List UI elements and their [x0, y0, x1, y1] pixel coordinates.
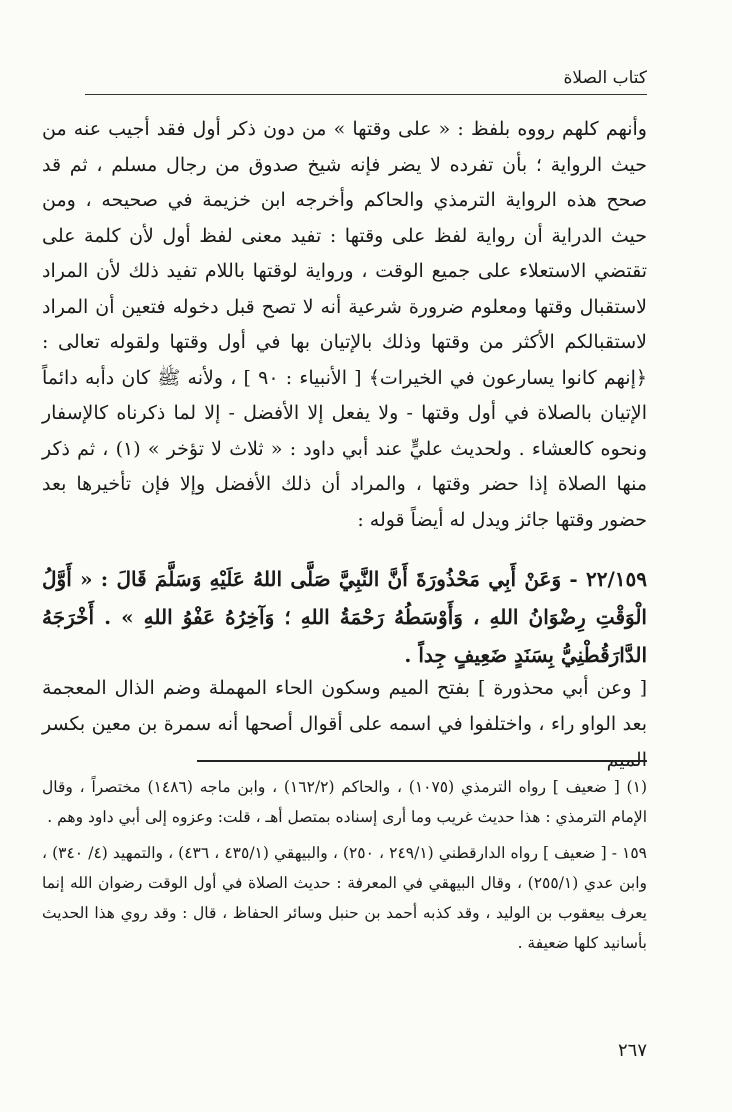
main-paragraph: وأنهم كلهم رووه بلفظ : « على وقتها » من دون ذكر أول فقد أجيب عنه من حيث الرواية ؛ بأن تفرده لا يضر فإنه شيخ صدوق من رجال مسلم ، ثم قد صحح هذه الرواية الترمذي والحاكم وأخرجه ابن خزيمة في صحيحه ، ومن حيث الدراية أن رواية لفظ على وقتها : تفيد معنى لفظ أول لأن كلمة على تقتضي الاستعلاء على جميع الوقت ، ورواية لوقتها باللام تفيد ذلك لأن المراد لاستقبال وقتها ومعلوم ضرورة شرعية أنه لا تصح قبل دخوله فتعين أن المراد لاستقبالكم الأكثر من وقتها وذلك بالإتيان بها في أول وقتها ولقوله تعالى : ﴿إنهم كانوا يسارعون في الخيرات﴾ [ الأنبياء : ٩٠ ] ، ولأنه ﷺ كان دأبه دائماً الإتيان بالصلاة في أول وقتها - ولا يفعل إلا الأفضل - إلا لما ذكرناه كالإسفار ونحوه كالعشاء . ولحديث عليٍّ عند أبي داود : « ثلاث لا تؤخر » (١) ، ثم ذكر منها الصلاة إذا حضر وقتها ، والمراد أن ذلك الأفضل وإلا فإن تأخيرها بعد حضور وقتها جائز ويدل له أيضاً قوله : [42, 118, 647, 531]
header-divider [85, 94, 647, 95]
page-header [85, 60, 647, 96]
commentary-text: [ وعن أبي محذورة ] بفتح الميم وسكون الحاء المهملة وضم الذال المعجمة بعد الواو راء ، واختلفوا في اسمه على أقوال أصحها أنه سمرة بن معين بكسر الميم [42, 677, 647, 771]
page-number: ٢٦٧ [617, 1040, 647, 1061]
hadith-block [42, 560, 647, 674]
footnote-divider [197, 760, 647, 762]
footnote-1: (١) [ ضعيف ] رواه الترمذي (١٠٧٥) ، والحاكم (١٦٢/٢) ، وابن ماجه (١٤٨٦) مختصراً ، وقال الإمام الترمذي : هذا حديث غريب وما أرى إسناده بمتصل أهـ ، قلت: وعزوه إلى أبي داود وهم . [42, 778, 647, 826]
running-title: كتاب الصلاة [563, 68, 647, 88]
hadith-text: ٢٢/١٥٩ - وَعَنْ أَبِي مَحْذُورَةَ أَنَّ النَّبِيَّ صَلَّى اللهُ عَلَيْهِ وَسَلَّمَ قَالَ : « أَوَّلُ الْوَقْتِ رِضْوَانُ اللهِ ، وَأَوْسَطُهُ رَحْمَةُ اللهِ ؛ وَآخِرُهُ عَفْوُ اللهِ » . أَخْرَجَهُ الدَّارَقُطْنِيُّ بِسَنَدٍ ضَعِيفٍ جِداً . [42, 567, 647, 667]
main-text [42, 112, 647, 538]
footnote-159: ١٥٩ - [ ضعيف ] رواه الدارقطني (٢٤٩/١ ، ٢٥٠) ، والبيهقي (٤٣٥/١ ، ٤٣٦) ، والتمهيد (٤/ ٣٤٠) ، وابن عدي (٢٥٥/١) ، وقال البيهقي في المعرفة : حديث الصلاة في أول الوقت رضوان الله إنما يعرف بيعقوب بن الوليد ، وقد كذبه أحمد بن حنبل وسائر الحفاظ ، قال : وقد روي هذا الحديث بأسانيد كلها ضعيفة . [42, 844, 647, 952]
footnotes [42, 772, 647, 964]
